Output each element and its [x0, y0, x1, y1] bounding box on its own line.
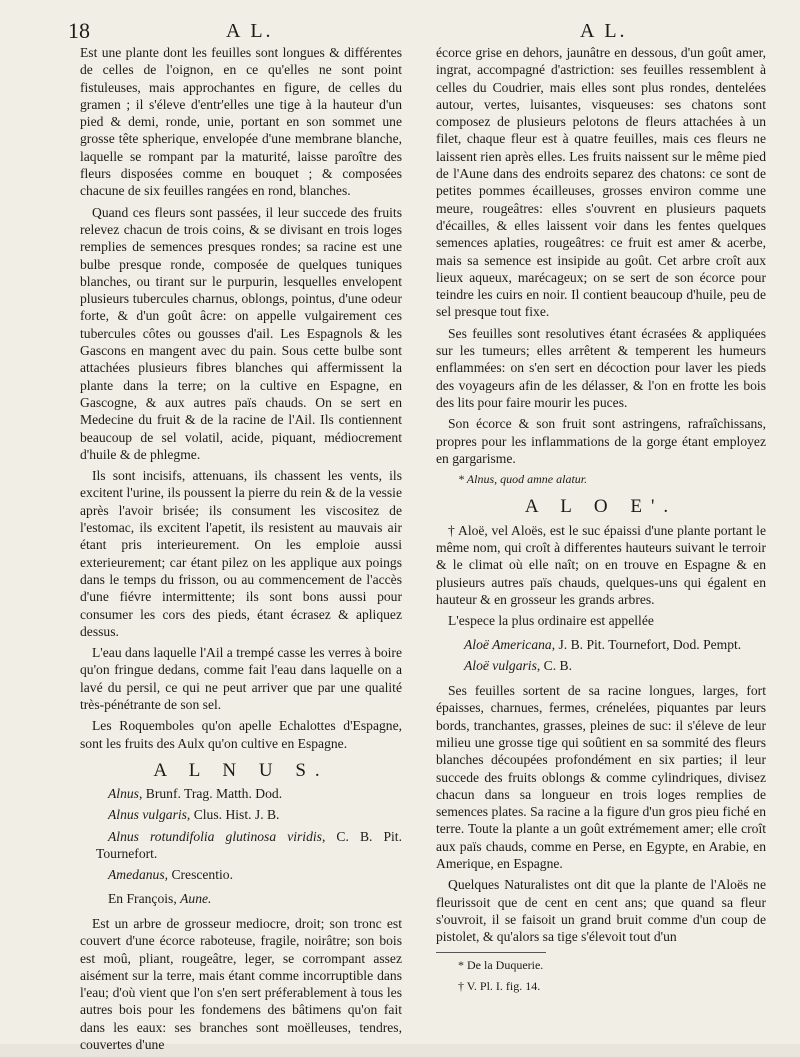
synonym-name: Alnus vulgaris: [108, 807, 187, 823]
french-name: Aune.: [180, 890, 212, 906]
synonym-name: Aloë vulgaris: [464, 657, 537, 673]
alnus-heading: A L N U S.: [153, 759, 329, 781]
synonym-name: Alnus: [108, 786, 139, 802]
aloe-heading: A L O E'.: [524, 496, 678, 518]
ail-description-paragraph: Est une plante dont les feuilles sont longues & différentes de celles de l'oignon, en ce qu'elles ne sont point fistuleuses, mais approchantes en figure, de celles du gramen ; il s'éleve d'entr'elles une tige à la hauteur d'un pied & demi, ronde, unie, portant en son sommet une grosse tête spherique, envelopée d'une membrane blanche, laquelle se rompant par la maturité, laisse paroître des fleurs disposées comme en bouquet ; & composées chacune de six feuilles rangées en rond, blanches.: [80, 45, 402, 199]
aloe-naturalists-paragraph: Quelques Naturalistes ont dit que la plante de l'Aloës ne fleurissoit que de cent en cent ans; que quand sa fleur s'ouvroit, il se faisoit un grand bruit comme d'un coup de pistolet, & qu'alors sa tige s'élevoit tout d'un: [436, 877, 766, 945]
footnote-plate: † V. Pl. I. fig. 14.: [458, 978, 541, 993]
aloe-synonym-1: [436, 636, 766, 653]
right-column: [436, 44, 766, 999]
aloe-description-paragraph: Ses feuilles sortent de sa racine longues, larges, fort épaisses, charnues, fermes, crénelées, piquantes par leurs bords, tranchantes, grasses, pleines de suc: il s'éleve de leur milieu une grosse tige qui soûtient en sa sommité des fleurs blanches découpées profondément en six parties; il leur succede des fruits oblongs & comme cylindriques, divisez chacun dans sa longueur en trois loges remplies de semences plates. Sa racine a la figure d'un gros pieu fiché en terre. Toute la plante a un goût extrémement amer; elle croît aux païs chauds, comme en Perse, en Egypte, en Arabie, en Amerique, en Espagne.: [436, 683, 766, 872]
ail-water-paragraph: L'eau dans laquelle l'Ail a trempé casse les verres à boire qu'on fringue dedans, comme fait l'eau dans laquelle on a lavé du persil, ce qui ne peut arriver que par une qualité très-pénétrante de son sel.: [80, 645, 402, 712]
synonym-name: Alnus rotundifolia glutinosa viridis: [108, 828, 322, 844]
alnus-synonym-1: [80, 785, 402, 802]
aloe-synonym-2: [436, 657, 766, 674]
synonym-name: Amedanus: [108, 867, 165, 883]
footnote-duquerie: * De la Duquerie.: [458, 957, 544, 972]
aloe-intro-paragraph: † Aloë, vel Aloës, est le suc épaissi d'une plante portant le même nom, qui croît à differentes hauteurs suivant le terroir & le climat où elle naît; on en trouve en Espagne & en plusieurs autres païs chauds, quelques-uns qui égalent en hauteur & en grosseur les grands arbres.: [436, 522, 766, 607]
alnus-french-name: [80, 890, 402, 907]
alnus-synonym-4: [80, 866, 402, 883]
alnus-synonym-3: [80, 828, 402, 863]
running-head-right: A L.: [580, 20, 628, 42]
synonym-ref: , Crescentio.: [164, 867, 233, 883]
alnus-etymology-note: * Alnus, quod amne alatur.: [458, 472, 588, 487]
synonym-ref: , Clus. Hist. J. B.: [186, 807, 280, 823]
synonym-ref: , C. B. Pit. Tournefort.: [96, 828, 402, 862]
synonym-ref: , C. B.: [536, 657, 573, 673]
synonym-name: Aloë Americana: [464, 636, 552, 652]
synonym-ref: , J. B. Pit. Tournefort, Dod. Pempt.: [551, 636, 742, 652]
running-head-left: A L.: [226, 20, 274, 42]
left-column: [80, 44, 402, 1057]
alnus-description-paragraph: Est un arbre de grosseur mediocre, droit; son tronc est couvert d'une écorce raboteuse, fragile, noirâtre; son bois est moû, pliant, rougeâtre, leger, se corrompant assez aisément sur la terre, mais étant comme incorruptible dans l'eau; d'où vient que l'on s'en sert préferablement à tous les autres bois pour les fondemens des bâtimens qu'on fait dans les eaux: ses branches sont moëlleuses, tendres, couvertes d'une: [80, 915, 402, 1053]
page-number: 18: [68, 18, 90, 43]
alnus-leaves-paragraph: Ses feuilles sont resolutives étant écrasées & appliquées sur les tumeurs; elles arrêtent & temperent les humeurs enflammées: on s'en sert en décoction pour laver les pieds des voyageurs afin de les délasser, & l'on en frotte les bois des lits pour faire mourir les puces.: [436, 325, 766, 410]
alnus-synonym-2: [80, 806, 402, 823]
aloe-species-paragraph: L'espece la plus ordinaire est appellée: [448, 613, 654, 629]
alnus-bark-paragraph: écorce grise en dehors, jaunâtre en dessous, d'un goût amer, ingrat, accompagné d'astriction: ses feuilles ressemblent à celles du Coudrier, mais elles sont plus rondes, dentelées autour, vertes, luisantes, visqueuses: ses chatons sont composez de plusieurs pelotons de fleurs attachées à un filet, chaque fleur est à quatre feuilles, mais ces fleurs ne laissent rien après elles. Les fruits naissent sur le même pied de l'Aune dans des endroits separez des chatons: ce sont de petites pommes écailleuses, grosses environ comme une meure, rougeâtres: elles s'ouvrent en plusieurs paquets d'écailles, & elles laissent voir dans les fentes quelques semences aplaties, rougeâtres: ce fruit est amer & acerbe, mais sa semence est insipide au goût. Cet arbre croît aux lieux aqueux, marécageux; on se sert de son écorce pour teindre les cuirs en noir. Il contient beaucoup d'huile, peu de sel presque tout fixe.: [436, 45, 766, 320]
ail-fruit-paragraph: Quand ces fleurs sont passées, il leur succede des fruits relevez chacun de trois coins, & se divisant en trois loges remplies de semences presques rondes; sa racine est une bulbe presque ronde, composée de quelques tuniques blanches, ou tirant sur le purpurin, lesquelles envelopent plusieurs tubercules charnus, oblongs, pointus, d'une odeur forte, & d'un goût âcre: on appelle vulgairement ces tubercules côtes ou gousses d'ail. Les Espagnols & les Gascons en mangent avec du pain. Sous cette bulbe sont attachées plusieurs fibres blanches qui affermissent la plante dans la terre; on la cultive en Espagne, en Gascogne, & aux autres païs chauds. On se sert en Medecine du fruit & de la racine de l'Ail. Ils contiennent beaucoup de sel volatil, acide, piquant, médiocrement d'huile & de phlegme.: [80, 204, 402, 462]
roquemboles-paragraph: Les Roquemboles qu'on apelle Echalottes d'Espagne, sont les fruits des Aulx qu'on cultive en Espagne.: [80, 718, 402, 751]
alnus-astringent-paragraph: Son écorce & son fruit sont astringens, rafraîchissans, propres pour les inflammations de la gorge étant employez en gargarisme.: [436, 416, 766, 466]
synonym-ref: , Brunf. Trag. Matth. Dod.: [138, 786, 283, 802]
french-label: En François,: [108, 890, 181, 906]
footnote-rule: [436, 952, 546, 953]
ail-properties-paragraph: Ils sont incisifs, attenuans, ils chassent les vents, ils excitent l'urine, ils poussent la pierre du rein & de la vessie après l'avoir brisée; ils consument les viscositez de l'estomac, ils excitent l'apetit, ils resistent au mauvais air étant pris interieurement. On les emploie aussi exterieurement; car étant pilez on les applique aux poings dans le temps du frisson, ou au commencement de l'accès d'une fiévre intermittente; ils sont bons aussi pour consumer les cors des pieds, étant écrasez & apliquez dessus.: [80, 468, 402, 639]
